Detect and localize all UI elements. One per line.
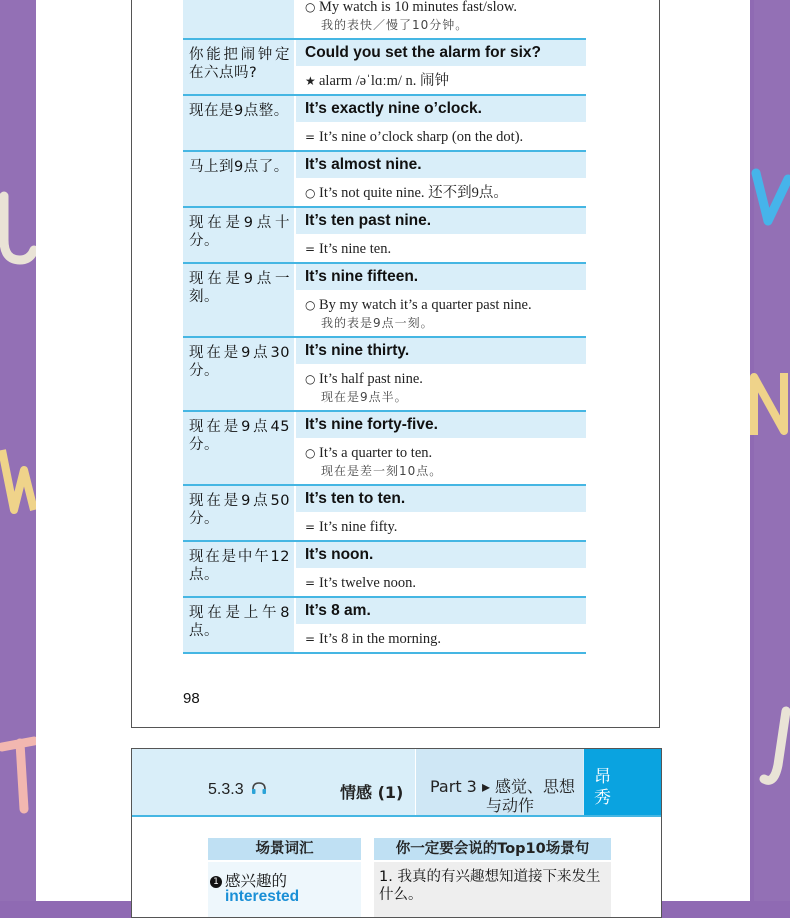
chinese-phrase-cell: 现在是9点一刻。 bbox=[183, 264, 294, 336]
example-body bbox=[296, 512, 586, 540]
chinese-phrase-cell: 现在是9点50分。 bbox=[183, 486, 294, 540]
example-english: By my watch it’s a quarter past nine. bbox=[319, 297, 532, 313]
table-row bbox=[183, 40, 586, 96]
chinese-phrase-cell: 马上到9点了。 bbox=[183, 152, 294, 206]
example-english: It’s nine ten. bbox=[319, 241, 392, 257]
phrase-table bbox=[183, 0, 586, 654]
table-row bbox=[183, 208, 586, 264]
english-phrase-cell bbox=[296, 486, 586, 540]
table-row bbox=[183, 338, 586, 412]
chinese-phrase-cell: 现在是9点30分。 bbox=[183, 338, 294, 410]
headphones-icon[interactable] bbox=[251, 781, 267, 795]
phrase-heading: It’s ten to ten. bbox=[296, 486, 586, 512]
section-number bbox=[208, 781, 267, 799]
example-body bbox=[296, 66, 586, 94]
star-icon: ★ bbox=[305, 74, 316, 88]
bullet-marker: ○ bbox=[305, 446, 316, 460]
example-english: It’s not quite nine. 还不到9点。 bbox=[319, 185, 508, 201]
top10-sentence: 1. 我真的有兴趣想知道接下来发生什么。 bbox=[379, 869, 601, 903]
table-row bbox=[183, 598, 586, 654]
english-phrase-cell bbox=[296, 542, 586, 596]
decorative-letter-u-icon bbox=[752, 705, 790, 795]
bullet-marker: ○ bbox=[305, 372, 316, 386]
brand-char: 昂 bbox=[594, 767, 611, 787]
table-row bbox=[183, 96, 586, 152]
english-phrase-cell bbox=[296, 412, 586, 484]
english-phrase-cell bbox=[296, 264, 586, 336]
example-english: It’s nine o’clock sharp (on the dot). bbox=[319, 129, 524, 145]
english-phrase-cell bbox=[296, 598, 586, 652]
phrase-heading: It’s 8 am. bbox=[296, 598, 586, 624]
table-row bbox=[183, 264, 586, 338]
vocabulary-heading: 场景词汇 bbox=[208, 838, 361, 860]
part-label-line1: Part 3 ▸ 感觉、思想 bbox=[430, 777, 576, 796]
section-number-text: 5.3.3 bbox=[208, 781, 244, 798]
example-chinese: 现在是差一刻10点。 bbox=[321, 464, 443, 478]
phrase-heading: It’s nine fifteen. bbox=[296, 264, 586, 290]
bullet-marker: = bbox=[305, 130, 316, 144]
phrase-heading: It’s nine thirty. bbox=[296, 338, 586, 364]
example-english: My watch is 10 minutes fast/slow. bbox=[319, 0, 518, 15]
phrase-heading: It’s noon. bbox=[296, 542, 586, 568]
example-body bbox=[296, 178, 586, 206]
example-body bbox=[296, 624, 586, 652]
bullet-marker: ○ bbox=[305, 186, 316, 200]
brand-tab bbox=[584, 749, 661, 815]
example-english: alarm /əˈlɑːm/ n. 闹钟 bbox=[319, 73, 449, 89]
example-chinese: 我的表快／慢了10分钟。 bbox=[321, 18, 469, 32]
table-row bbox=[183, 486, 586, 542]
phrase-heading: It’s exactly nine o’clock. bbox=[296, 96, 586, 122]
english-phrase-cell bbox=[296, 0, 586, 38]
decorative-letter-u-icon bbox=[0, 190, 36, 270]
part-label-line2: 与动作 bbox=[486, 796, 535, 815]
example-english: It’s twelve noon. bbox=[319, 575, 417, 591]
section-header bbox=[132, 749, 661, 817]
bullet-marker: ○ bbox=[305, 298, 316, 312]
brand-char: 秀 bbox=[594, 788, 611, 808]
example-chinese: 我的表是9点一刻。 bbox=[321, 316, 434, 330]
table-row bbox=[183, 152, 586, 208]
chinese-phrase-cell bbox=[183, 0, 294, 38]
decorative-letter-w-icon bbox=[0, 440, 36, 520]
book-page-top bbox=[131, 0, 660, 728]
example-body bbox=[296, 0, 586, 38]
bullet-marker: = bbox=[305, 520, 316, 534]
vocabulary-english: interested bbox=[225, 888, 300, 905]
example-chinese: 现在是9点半。 bbox=[321, 390, 408, 404]
page-number: 98 bbox=[183, 690, 200, 707]
english-phrase-cell bbox=[296, 152, 586, 206]
example-body bbox=[296, 568, 586, 596]
item-number-badge: 1 bbox=[210, 876, 222, 888]
example-english: It’s half past nine. bbox=[319, 371, 423, 387]
english-phrase-cell bbox=[296, 338, 586, 410]
section-title: 情感 (1) bbox=[340, 783, 404, 802]
chinese-phrase-cell: 现在是上午8点。 bbox=[183, 598, 294, 652]
decorative-letter-t-icon bbox=[0, 735, 36, 815]
decorative-letter-n-icon bbox=[750, 365, 790, 445]
table-row bbox=[183, 412, 586, 486]
chinese-phrase-cell: 现在是中午12点。 bbox=[183, 542, 294, 596]
english-phrase-cell bbox=[296, 208, 586, 262]
phrase-heading: It’s ten past nine. bbox=[296, 208, 586, 234]
chinese-phrase-cell: 现在是9点45分。 bbox=[183, 412, 294, 484]
bullet-marker: = bbox=[305, 242, 316, 256]
decorative-letter-v-icon bbox=[750, 165, 790, 235]
chinese-phrase-cell: 你能把闹钟定在六点吗? bbox=[183, 40, 294, 94]
table-row bbox=[183, 542, 586, 598]
chinese-phrase-cell: 现在是9点十分。 bbox=[183, 208, 294, 262]
english-phrase-cell bbox=[296, 96, 586, 150]
example-body bbox=[296, 122, 586, 150]
phrase-heading: Could you set the alarm for six? bbox=[296, 40, 586, 66]
example-english: It’s nine fifty. bbox=[319, 519, 398, 535]
example-body bbox=[296, 364, 586, 410]
bullet-marker: ○ bbox=[305, 0, 316, 14]
part-label-box bbox=[415, 749, 583, 815]
top10-heading: 你一定要会说的Top10场景句 bbox=[374, 838, 611, 860]
example-body bbox=[296, 438, 586, 484]
example-body bbox=[296, 234, 586, 262]
example-body bbox=[296, 290, 586, 336]
book-page-bottom bbox=[131, 748, 662, 918]
vocabulary-chinese: 感兴趣的 bbox=[225, 872, 288, 890]
table-row bbox=[183, 0, 586, 40]
english-phrase-cell bbox=[296, 40, 586, 94]
chinese-phrase-cell: 现在是9点整。 bbox=[183, 96, 294, 150]
bullet-marker: = bbox=[305, 632, 316, 646]
phrase-heading: It’s almost nine. bbox=[296, 152, 586, 178]
bullet-marker: = bbox=[305, 576, 316, 590]
phrase-heading: It’s nine forty-five. bbox=[296, 412, 586, 438]
example-english: It’s a quarter to ten. bbox=[319, 445, 433, 461]
example-english: It’s 8 in the morning. bbox=[319, 631, 442, 647]
